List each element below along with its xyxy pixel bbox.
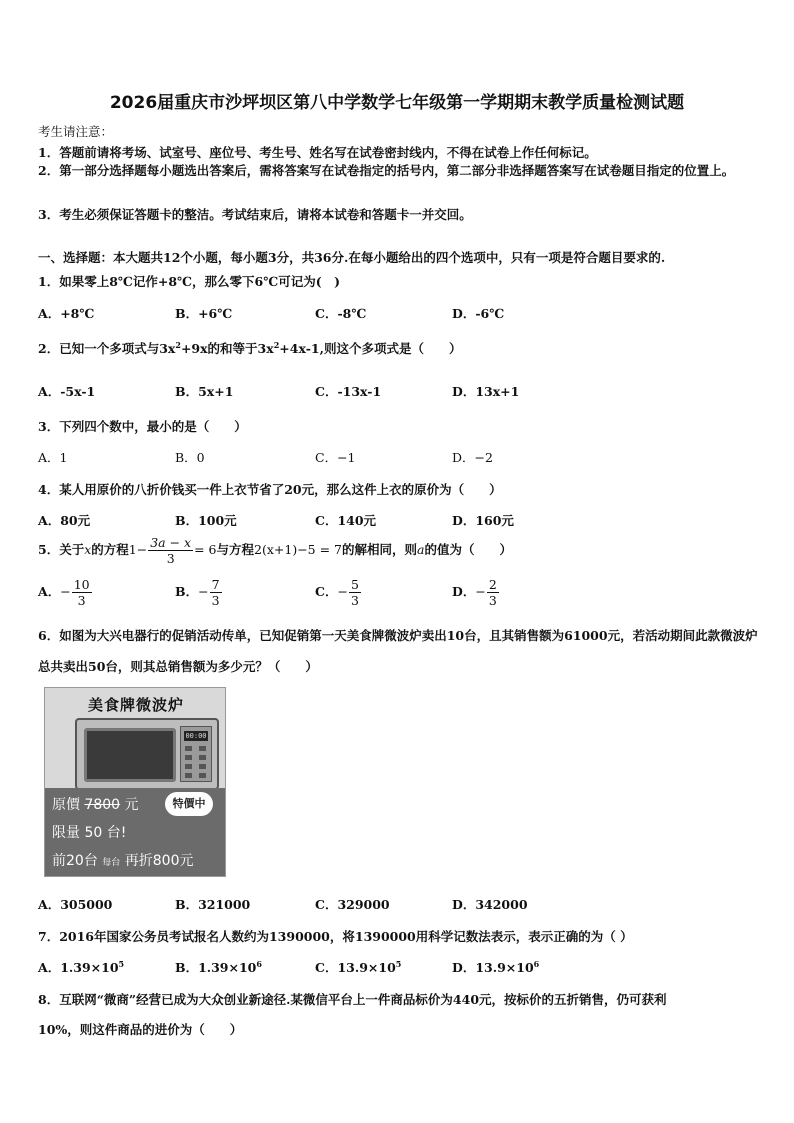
q5-option-a-sign: − <box>60 584 71 599</box>
q5-option-d-den: 3 <box>488 593 497 608</box>
q7-option-c <box>315 958 401 976</box>
question-2-stem <box>38 339 461 357</box>
ad-original-price <box>52 794 139 814</box>
q2-option-a: A．-5x-1 <box>38 384 96 399</box>
q5-eq1-denominator: 3 <box>166 551 175 566</box>
q4-option-b: B．100元 <box>175 513 237 528</box>
notice-heading: 考生请注意： <box>38 124 114 139</box>
question-3-stem: 3．下列四个数中，最小的是（ ） <box>38 419 247 434</box>
q3-option-d: D．−2 <box>452 450 493 465</box>
q5-option-c-label: C． <box>315 584 338 599</box>
q2-exp-1: 2 <box>175 339 181 350</box>
q3-option-c: C．−1 <box>315 450 356 465</box>
q5-option-c-sign: − <box>337 584 348 599</box>
q7-option-c-base: C．13.9×10 <box>315 960 396 975</box>
q1-option-c: C．-8℃ <box>315 306 367 321</box>
q7-option-a <box>38 958 124 976</box>
ad-price-band <box>45 788 225 876</box>
q5-option-c <box>315 577 362 608</box>
q7-option-d-exp: 6 <box>533 958 540 969</box>
q4-option-c: C．140元 <box>315 513 377 528</box>
q5-var-x: x <box>84 542 92 557</box>
q2-option-d: D．13x+1 <box>452 384 520 399</box>
q7-option-a-exp: 5 <box>118 958 125 969</box>
question-1-stem: 1．如果零上8℃记作+8℃，那么零下6℃可记为( ) <box>38 274 341 289</box>
question-7-stem: 7．2016年国家公务员考试报名人数约为1390000，将1390000用科学记数法表示，表示正确的为（ ） <box>38 929 633 944</box>
q4-option-a: A．80元 <box>38 513 91 528</box>
ad-deal-lead: 前20台 <box>52 853 98 869</box>
q5-text-2: 的方程 <box>91 542 129 557</box>
q5-option-a <box>38 577 93 608</box>
q5-option-c-den: 3 <box>350 593 359 608</box>
q2-option-b: B．5x+1 <box>175 384 234 399</box>
ad-deal-tail: 再折800元 <box>124 853 194 869</box>
q2-stem-a: 2．已知一个多项式与3x <box>38 341 176 356</box>
ad-limit: 限量 50 台! <box>52 825 127 841</box>
microwave-button <box>185 746 192 751</box>
q2-stem-c: +4x-1,则这个多项式是（ ） <box>279 341 462 356</box>
microwave-control-panel <box>180 726 212 782</box>
q5-option-d-label: D． <box>452 584 476 599</box>
q7-option-b-exp: 6 <box>256 958 262 969</box>
q7-option-c-exp: 5 <box>395 958 402 969</box>
question-4-stem: 4．某人用原价的八折价钱买一件上衣节省了20元，那么这件上衣的原价为（ ） <box>38 482 502 497</box>
microwave-door <box>84 728 176 782</box>
q5-option-d <box>452 577 500 608</box>
q6-option-d: D．342000 <box>452 897 528 912</box>
q5-option-b <box>175 577 223 608</box>
q5-eq2: 2(x+1)−5 = 7 <box>254 542 343 557</box>
q5-text-3: 与方程 <box>216 542 255 557</box>
q4-option-d: D．160元 <box>452 513 514 528</box>
question-8-line-2: 10%，则这件商品的进价为（ ） <box>38 1022 243 1037</box>
notice-item-2: 2．第一部分选择题每小题选出答案后，需将答案写在试卷指定的括号内，第二部分非选择题答案写在试卷题目指定的位置上。 <box>38 163 735 178</box>
question-8-line-1: 8．互联网“微商”经营已成为大众创业新途径.某微信平台上一件商品标价为440元，按标价的五折销售，仍可获利 <box>38 992 667 1007</box>
ad-deal-small: 每台 <box>102 858 121 868</box>
q5-option-a-label: A． <box>38 584 61 599</box>
q5-text-4: 的解相同，则 <box>342 542 418 557</box>
q5-option-a-num: 10 <box>73 577 90 592</box>
section-heading: 一、选择题：本大题共12个小题，每小题3分，共36分.在每小题给出的四个选项中，只有一项是符合题目要求的. <box>38 250 666 265</box>
q5-var-a: a <box>417 542 425 557</box>
exam-title: 2026届重庆市沙坪坝区第八中学数学七年级第一学期期末教学质量检测试题 <box>109 93 685 113</box>
microwave-button <box>199 746 206 751</box>
q5-option-c-fraction <box>349 577 361 608</box>
q5-option-b-fraction <box>210 577 222 608</box>
q2-stem-b: +9x的和等于3x <box>180 341 274 356</box>
ad-sale-badge: 特價中 <box>165 792 213 816</box>
q7-option-b-base: B．1.39×10 <box>175 960 257 975</box>
question-6-stem: 6．如图为大兴电器行的促销活动传单，已知促销第一天美食牌微波炉卖出10台，且其销售额为61000元，若活动期间此款微波炉总共卖出50台，则其总销售额为多少元？（ ） <box>38 628 758 674</box>
q3-option-b: B．0 <box>175 450 205 465</box>
q5-text-5: 的值为（ ） <box>424 542 512 557</box>
q1-option-a: A．+8℃ <box>38 306 95 321</box>
q5-option-a-fraction <box>72 577 92 608</box>
q5-option-c-num: 5 <box>350 577 359 592</box>
q5-option-b-num: 7 <box>211 577 220 592</box>
question-5-stem <box>38 535 512 566</box>
q1-option-d: D．-6℃ <box>452 306 505 321</box>
q5-option-b-den: 3 <box>211 593 220 608</box>
q1-option-b: B．+6℃ <box>175 306 233 321</box>
q5-option-b-label: B． <box>175 584 199 599</box>
q6-option-a: A．305000 <box>38 897 113 912</box>
q5-eq1-lead: 1− <box>128 542 148 557</box>
q5-option-d-sign: − <box>475 584 486 599</box>
q5-option-a-den: 3 <box>77 593 86 608</box>
microwave-promo-image <box>44 687 226 877</box>
notice-item-1: 1．答题前请将考场、试室号、座位号、考生号、姓名写在试卷密封线内，不得在试卷上作任何标记。 <box>38 145 597 160</box>
q7-option-a-base: A．1.39×10 <box>38 960 119 975</box>
q5-eq1-fraction <box>148 535 193 566</box>
ad-deal <box>52 850 193 870</box>
microwave-button <box>185 755 192 760</box>
microwave-icon <box>75 718 219 790</box>
microwave-button <box>185 773 192 778</box>
microwave-button <box>185 764 192 769</box>
microwave-button <box>199 764 206 769</box>
ad-title: 美食牌微波炉 <box>87 696 184 714</box>
q5-eq1-tail: = 6 <box>194 542 217 557</box>
ad-price-unit: 元 <box>124 797 139 813</box>
q5-option-d-num: 2 <box>488 577 497 592</box>
q2-exp-2: 2 <box>273 339 280 350</box>
q7-option-b <box>175 958 262 976</box>
microwave-display: 00:00 <box>185 732 207 740</box>
ad-price-label: 原價 <box>52 797 80 813</box>
q5-option-b-sign: − <box>198 584 209 599</box>
q6-option-b: B．321000 <box>175 897 251 912</box>
q7-option-d <box>452 958 539 976</box>
q5-text-1: 5．关于 <box>38 542 85 557</box>
ad-old-price: 7800 <box>84 797 121 813</box>
notice-item-3: 3．考生必须保证答题卡的整洁。考试结束后，请将本试卷和答题卡一并交回。 <box>38 207 472 222</box>
q2-option-c: C．-13x-1 <box>315 384 382 399</box>
q3-option-a: A．1 <box>38 450 68 465</box>
q5-eq1-numerator: 3a − x <box>150 535 192 550</box>
microwave-button <box>199 773 206 778</box>
q6-option-c: C．329000 <box>315 897 390 912</box>
microwave-button <box>199 755 206 760</box>
q7-option-d-base: D．13.9×10 <box>452 960 534 975</box>
q5-option-d-fraction <box>487 577 499 608</box>
